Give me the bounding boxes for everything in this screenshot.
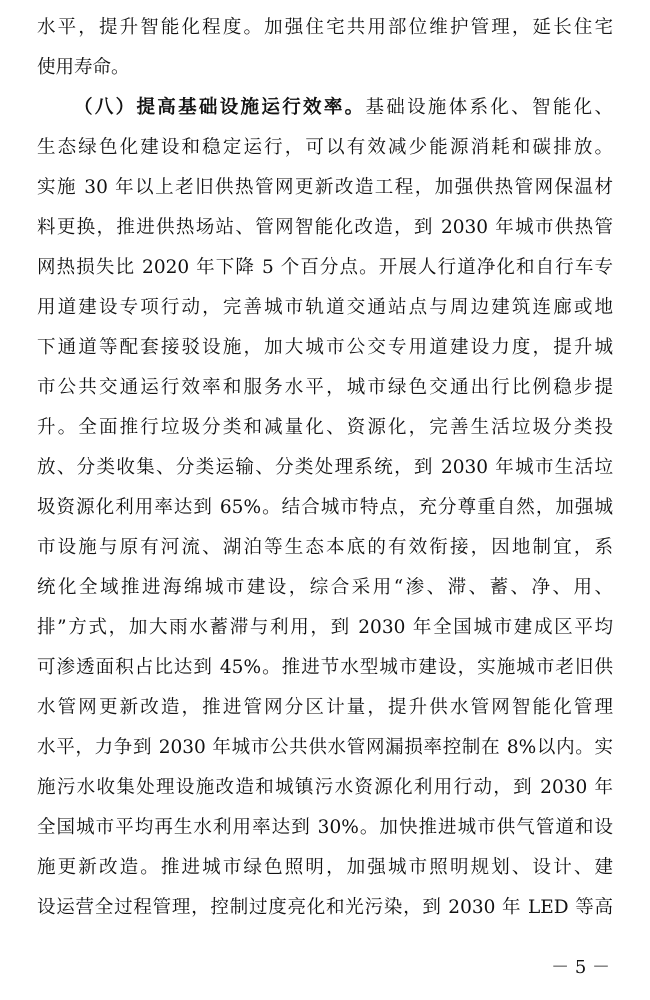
text-line-16: 排”方式，加大雨水蓄滞与利用，到 2030 年全国城市建成区平均 [37,617,613,638]
text-line-23: 设运营全过程管理，控制过度亮化和光污染，到 2030 年 LED 等高 [37,897,613,918]
page-number: － 5 － [551,957,610,978]
text-line-19: 水平，力争到 2030 年城市公共供水管网漏损率控制在 8%以内。实 [37,737,613,758]
text-line-18: 水管网更新改造，推进管网分区计量，提升供水管网智能化管理 [37,697,613,718]
text-line-13: 圾资源化利用率达到 65%。结合城市特点，充分尊重自然，加强城 [37,497,613,518]
text-line-17: 可渗透面积占比达到 45%。推进节水型城市建设，实施城市老旧供 [37,657,613,678]
text-line-20: 施污水收集处理设施改造和城镇污水资源化利用行动，到 2030 年 [37,777,613,798]
section-heading-continuation: 基础设施体系化、智能化、 [365,97,613,118]
text-line-3 [74,88,613,128]
text-line-8: 用道建设专项行动，完善城市轨道交通站点与周边建筑连廊或地 [37,297,613,318]
text-line-6: 料更换，推进供热场站、管网智能化改造，到 2030 年城市供热管 [37,217,613,238]
text-line-15: 统化全域推进海绵城市建设，综合采用“渗、滞、蓄、净、用、 [37,577,613,598]
text-line-21: 全国城市平均再生水利用率达到 30%。加快推进城市供气管道和设 [37,817,613,838]
text-line-5: 实施 30 年以上老旧供热管网更新改造工程，加强供热管网保温材 [37,177,613,198]
text-line-22: 施更新改造。推进城市绿色照明，加强城市照明规划、设计、建 [37,857,613,878]
text-line-1: 水平，提升智能化程度。加强住宅共用部位维护管理，延长住宅 [37,17,613,38]
text-line-12: 放、分类收集、分类运输、分类处理系统，到 2030 年城市生活垃 [37,457,613,478]
text-line-14: 市设施与原有河流、湖泊等生态本底的有效衔接，因地制宜，系 [37,537,613,558]
text-line-7: 网热损失比 2020 年下降 5 个百分点。开展人行道净化和自行车专 [37,257,613,278]
text-line-10: 市公共交通运行效率和服务水平，城市绿色交通出行比例稳步提 [37,377,613,398]
section-heading: （八）提高基础设施运行效率。 [74,97,366,118]
text-line-4: 生态绿色化建设和稳定运行，可以有效减少能源消耗和碳排放。 [37,137,613,158]
text-line-11: 升。全面推行垃圾分类和减量化、资源化，完善生活垃圾分类投 [37,417,613,438]
text-line-2: 使用寿命。 [37,57,130,78]
text-line-9: 下通道等配套接驳设施，加大城市公交专用道建设力度，提升城 [37,337,613,358]
